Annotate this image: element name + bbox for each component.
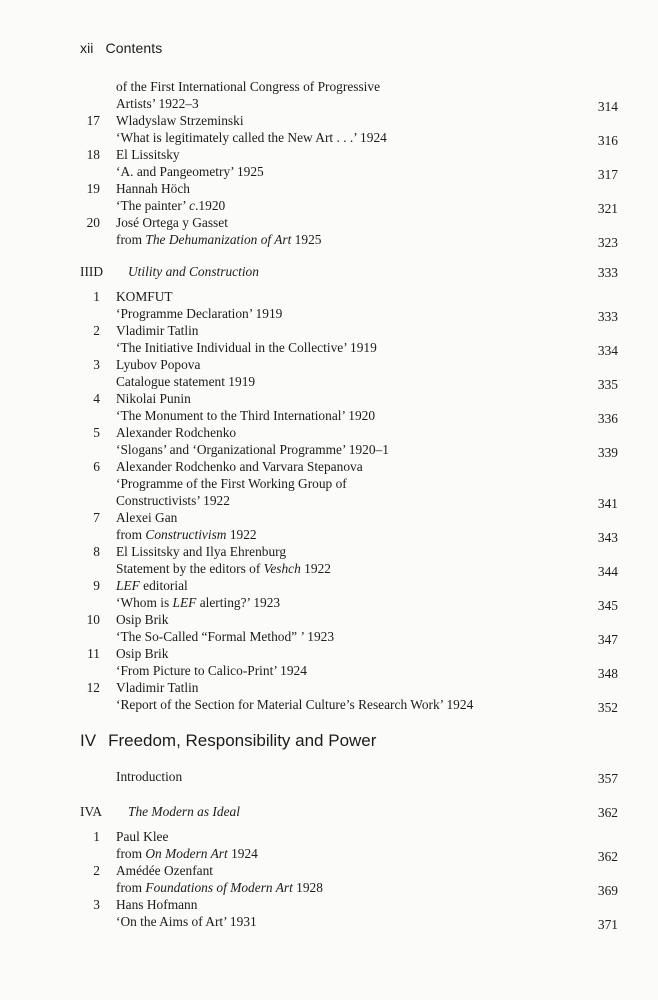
toc-line [80, 611, 618, 628]
toc-line [80, 628, 618, 645]
part-title: Freedom, Responsibility and Power [108, 731, 377, 750]
entries-block-a [80, 78, 618, 248]
toc-line [80, 543, 618, 560]
introduction-entry [116, 768, 618, 785]
toc-line [80, 696, 618, 713]
entry-text: ‘The painter’ c.1920 [116, 198, 226, 213]
toc-line [80, 373, 618, 390]
entry-author: Vladimir Tatlin [116, 323, 199, 338]
entries-block-c [80, 828, 618, 930]
section-iiid [80, 262, 618, 282]
entry-author: KOMFUT [116, 289, 173, 304]
running-head-title: Contents [105, 40, 163, 56]
toc-line [80, 896, 618, 913]
entry-author: Vladimir Tatlin [116, 680, 199, 695]
section-heading [80, 802, 618, 822]
entry-number: 3 [93, 357, 100, 372]
entry-number: 2 [93, 863, 100, 878]
page-number: 321 [597, 201, 618, 216]
toc-line [80, 913, 618, 930]
entry-text: ‘Programme Declaration’ 1919 [116, 306, 283, 321]
page-number: 362 [597, 805, 618, 820]
entry-number: 10 [86, 612, 100, 627]
toc-line [80, 322, 618, 339]
toc-line [80, 526, 618, 543]
entry-author: Alexander Rodchenko and Varvara Stepanova [116, 459, 363, 474]
entries-block-b [80, 288, 618, 713]
page-number: 339 [597, 445, 618, 460]
entry-text: ‘What is legitimately called the New Art . . .’ 1924 [116, 130, 387, 145]
toc-line [80, 879, 618, 896]
entry-text: ‘The So-Called “Formal Method” ’ 1923 [116, 629, 335, 644]
page-number: 317 [597, 167, 618, 182]
entry-number: 20 [86, 215, 100, 230]
toc-line [80, 845, 618, 862]
section-iva [80, 802, 618, 822]
entry-number: 7 [93, 510, 100, 525]
toc-line [80, 288, 618, 305]
entry-number: 19 [86, 181, 100, 196]
entry-text: ‘Slogans’ and ‘Organizational Programme’ 1920–1 [116, 442, 389, 457]
entry-author: LEF editorial [116, 578, 188, 593]
toc-line [80, 180, 618, 197]
toc-line [80, 594, 618, 611]
toc-line [80, 231, 618, 248]
section-code: IVA [80, 804, 103, 819]
entry-text: ‘Report of the Section for Material Culture’s Research Work’ 1924 [116, 697, 474, 712]
toc-line [80, 492, 618, 509]
toc-line [80, 78, 618, 95]
entry-number: 2 [93, 323, 100, 338]
entry-text: Constructivists’ 1922 [116, 493, 230, 508]
toc-line [80, 305, 618, 322]
toc-line [80, 662, 618, 679]
entry-text: from On Modern Art 1924 [116, 846, 258, 861]
entry-author: Nikolai Punin [116, 391, 191, 406]
page-number: 369 [597, 883, 618, 898]
page-number: 333 [597, 265, 618, 280]
toc-line [80, 95, 618, 112]
part-number: IV [80, 731, 97, 750]
part-heading [80, 731, 376, 751]
page-number: 343 [597, 530, 618, 545]
entry-author: Osip Brik [116, 646, 169, 661]
page-number: 335 [597, 377, 618, 392]
entry-number: 11 [87, 646, 100, 661]
entry-author: Alexander Rodchenko [116, 425, 237, 440]
entry-text: from Foundations of Modern Art 1928 [116, 880, 323, 895]
page-number: 348 [597, 666, 618, 681]
page-number: 352 [597, 700, 618, 715]
entry-number: 17 [86, 113, 100, 128]
entry-text: Artists’ 1922–3 [116, 96, 199, 111]
entry-text: ‘A. and Pangeometry’ 1925 [116, 164, 264, 179]
entry-text: from Constructivism 1922 [116, 527, 257, 542]
entry-text: of the First International Congress of Progressive [116, 79, 381, 94]
toc-line [80, 339, 618, 356]
page-number: 345 [597, 598, 618, 613]
page-number: 316 [597, 133, 618, 148]
entry-author: José Ortega y Gasset [116, 215, 228, 230]
toc-line [80, 828, 618, 845]
section-code: IIID [80, 264, 104, 279]
entry-text: ‘From Picture to Calico-Print’ 1924 [116, 663, 307, 678]
entry-text: ‘On the Aims of Art’ 1931 [116, 914, 257, 929]
entry-text: Catalogue statement 1919 [116, 374, 256, 389]
entry-author: Lyubov Popova [116, 357, 201, 372]
entry-text: ‘The Monument to the Third International’ 1920 [116, 408, 376, 423]
page-folio: xii [80, 40, 94, 56]
entry-number: 5 [93, 425, 100, 440]
toc-line [80, 441, 618, 458]
page-number: 336 [597, 411, 618, 426]
entry-author: Hannah Höch [116, 181, 190, 196]
entry-number: 9 [93, 578, 100, 593]
toc-line [80, 390, 618, 407]
toc-line [80, 112, 618, 129]
toc-line [80, 475, 618, 492]
toc-line [80, 356, 618, 373]
page-number: 362 [597, 849, 618, 864]
entry-text: ‘Programme of the First Working Group of [116, 476, 347, 491]
toc-line [80, 214, 618, 231]
entry-number: 12 [86, 680, 100, 695]
toc-line [80, 407, 618, 424]
toc-line [80, 163, 618, 180]
entry-number: 6 [93, 459, 100, 474]
entry-author: El Lissitsky and Ilya Ehrenburg [116, 544, 287, 559]
page-number: 323 [597, 235, 618, 250]
entry-author: Osip Brik [116, 612, 169, 627]
entry-text: ‘The Initiative Individual in the Collective’ 1919 [116, 340, 377, 355]
entry-number: 4 [93, 391, 100, 406]
page-number: 334 [597, 343, 618, 358]
entry-author: Alexei Gan [116, 510, 178, 525]
entry-number: 18 [86, 147, 100, 162]
section-title: The Modern as Ideal [128, 804, 240, 819]
toc-line [80, 577, 618, 594]
page-number: 344 [597, 564, 618, 579]
page-number: 314 [597, 99, 618, 114]
entry-number: 8 [93, 544, 100, 559]
toc-line [80, 862, 618, 879]
page-number: 357 [597, 771, 618, 786]
entry-text: from The Dehumanization of Art 1925 [116, 232, 322, 247]
toc-line [80, 458, 618, 475]
page-number: 371 [597, 917, 618, 932]
toc-line [80, 424, 618, 441]
toc-line [80, 509, 618, 526]
entry-author: Amédée Ozenfant [116, 863, 214, 878]
entry-text: Introduction [116, 769, 183, 784]
entry-number: 3 [93, 897, 100, 912]
entry-author: El Lissitsky [116, 147, 180, 162]
toc-line [80, 197, 618, 214]
section-title: Utility and Construction [128, 264, 259, 279]
running-head [80, 40, 162, 56]
page-number: 341 [597, 496, 618, 511]
entry-number: 1 [93, 289, 100, 304]
toc-line [80, 129, 618, 146]
toc-line [80, 645, 618, 662]
section-heading [80, 262, 618, 282]
entry-author: Paul Klee [116, 829, 169, 844]
page-number: 347 [597, 632, 618, 647]
toc-line [80, 560, 618, 577]
toc-line [80, 146, 618, 163]
entry-author: Wladyslaw Strzeminski [116, 113, 244, 128]
page-number: 333 [597, 309, 618, 324]
entry-text: Statement by the editors of Veshch 1922 [116, 561, 331, 576]
entry-text: ‘Whom is LEF alerting?’ 1923 [116, 595, 281, 610]
entry-author: Hans Hofmann [116, 897, 198, 912]
toc-line [80, 679, 618, 696]
entry-number: 1 [93, 829, 100, 844]
